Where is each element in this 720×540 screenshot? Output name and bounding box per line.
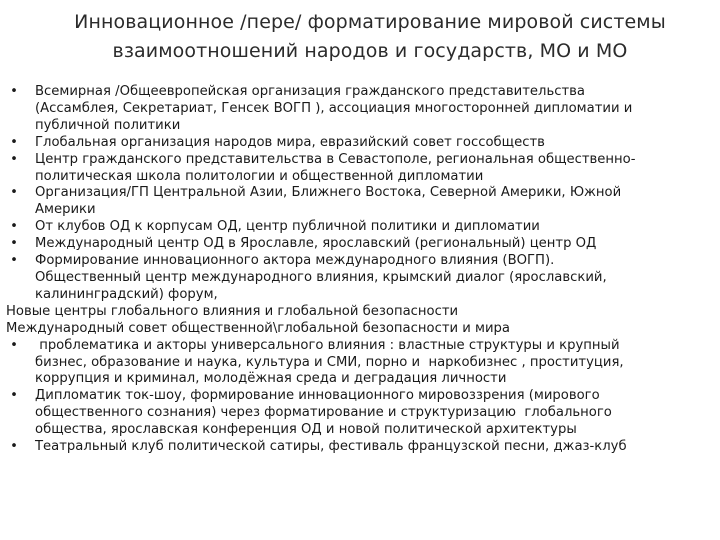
text-line: (Ассамблея, Секретариат, Генсек ВОГП ), ассоциация многосторонней дипломатии и: [35, 100, 633, 116]
text-line: Организация/ГП Центральной Азии, Ближнего Востока, Северной Америки, Южной: [35, 185, 622, 201]
bullet-marker: •: [10, 236, 18, 252]
bullet-item: [6, 236, 710, 253]
text-line: Всемирная /Общеевропейская организация гражданского представительства: [35, 84, 585, 99]
bullet-item: [6, 185, 710, 219]
text-line: Новые центры глобального влияния и глобальной безопасности: [6, 303, 459, 319]
bullet-marker: •: [10, 388, 18, 404]
slide-title: [30, 8, 710, 66]
text-paragraph: [6, 304, 710, 321]
bullet-item: [6, 152, 710, 186]
text-line: бизнес, образование и наука, культура и СМИ, порно и наркобизнес , проституция,: [35, 354, 624, 370]
text-line: Дипломатик ток-шоу, формирование инновационного мировоззрения (мирового: [35, 388, 600, 404]
bullet-marker: •: [10, 134, 18, 150]
text-line: Общественный центр международного влияния, крымский диалог (ярославский,: [35, 269, 607, 285]
text-line: общества, ярославская конференция ОД и новой политической архитектуры: [35, 422, 577, 438]
slide-title-line: Инновационное /пере/ форматирование мировой системы: [74, 11, 666, 33]
text-line: От клубов ОД к корпусам ОД, центр публичной политики и дипломатии: [35, 219, 540, 235]
text-line: общественного сознания) через форматирование и структуризацию глобального: [35, 405, 612, 421]
text-line: публичной политики: [35, 117, 181, 133]
bullet-marker: •: [10, 84, 18, 99]
bullet-marker: •: [10, 253, 18, 269]
bullet-marker: •: [10, 337, 18, 353]
text-line: Глобальная организация народов мира, евразийский совет госсобществ: [35, 134, 545, 150]
bullet-item: [6, 84, 710, 135]
text-line: Формирование инновационного актора международного влияния (ВОГП).: [35, 253, 555, 269]
bullet-item: [6, 253, 710, 304]
bullet-marker: •: [10, 439, 18, 455]
text-line: Международный центр ОД в Ярославле, ярославский (региональный) центр ОД: [35, 236, 597, 252]
bullet-marker: •: [10, 151, 18, 167]
text-line: калининградский) форум,: [35, 286, 218, 302]
slide-body: [6, 84, 710, 456]
bullet-item: [6, 338, 710, 389]
slide-title-line: взаимоотношений народов и государств, МО и МО: [112, 40, 628, 62]
text-line: Международный совет общественной\глобальной безопасности и мира: [6, 320, 511, 336]
text-line: политическая школа политологии и общественной дипломатии: [35, 168, 484, 184]
text-paragraph: [6, 321, 710, 338]
bullet-item: [6, 135, 710, 152]
text-line: проблематика и акторы универсального влияния : властные структуры и крупный: [35, 337, 620, 353]
bullet-item: [6, 388, 710, 439]
bullet-item: [6, 439, 710, 456]
text-line: Центр гражданского представительства в Севастополе, региональная общественно-: [35, 151, 636, 167]
bullet-marker: •: [10, 185, 18, 201]
text-line: Театральный клуб политической сатиры, фестиваль французской песни, джаз-клуб: [35, 439, 627, 455]
bullet-item: [6, 219, 710, 236]
bullet-marker: •: [10, 219, 18, 235]
text-line: Америки: [35, 202, 96, 218]
text-line: коррупция и криминал, молодёжная среда и деградация личности: [35, 371, 507, 387]
